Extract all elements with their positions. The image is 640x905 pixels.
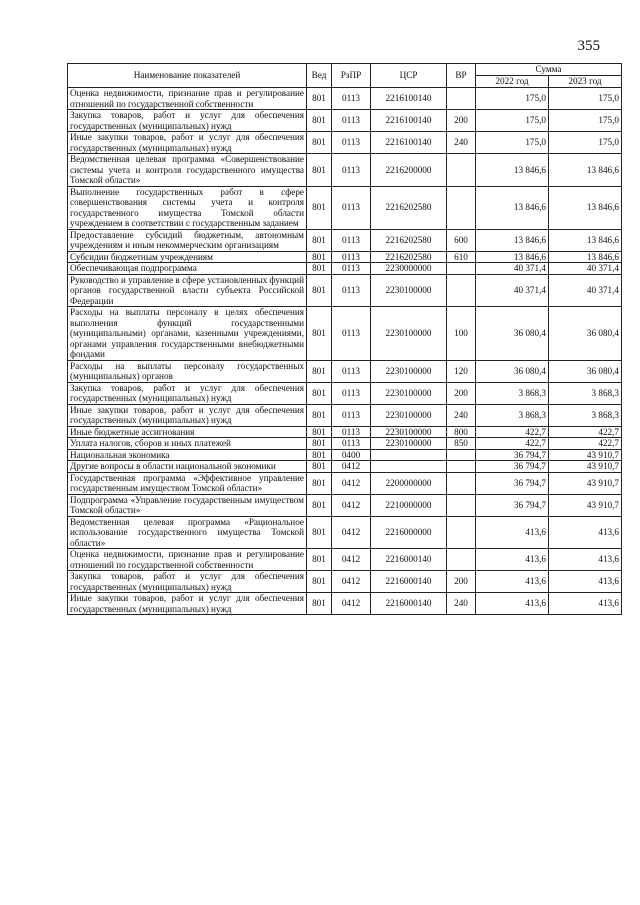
row-csr: 2230100000 (371, 274, 447, 307)
row-vr (447, 549, 476, 571)
row-csr (371, 449, 447, 461)
row-ved: 801 (307, 88, 332, 110)
row-rzpr: 0412 (332, 461, 371, 473)
row-ved: 801 (307, 251, 332, 263)
header-year-2022: 2022 год (476, 76, 549, 88)
row-ved: 801 (307, 186, 332, 229)
row-name: Закупка товаров, работ и услуг для обеспечения государственных (муниципальных) нужд (68, 382, 307, 404)
row-sum-2022: 175,0 (476, 110, 549, 132)
row-ved: 801 (307, 426, 332, 438)
row-rzpr: 0113 (332, 154, 371, 187)
row-sum-2023: 36 080,4 (549, 307, 622, 361)
row-ved: 801 (307, 593, 332, 615)
row-csr: 2230000000 (371, 263, 447, 275)
row-rzpr: 0113 (332, 274, 371, 307)
row-name: Оценка недвижимости, признание прав и регулирование отношений по государственной собственности (68, 549, 307, 571)
table-row (68, 593, 622, 615)
row-name: Иные бюджетные ассигнования (68, 426, 307, 438)
row-name: Расходы на выплаты персоналу в целях обеспечения выполнения функций государственными (муниципальными) органами, казенными учреждениями, органами управления государственными внебюджетными фондами (68, 307, 307, 361)
row-ved: 801 (307, 360, 332, 382)
table-row (68, 382, 622, 404)
row-sum-2022: 13 846,6 (476, 186, 549, 229)
table-row (68, 426, 622, 438)
row-sum-2022: 13 846,6 (476, 229, 549, 251)
header-vr: ВР (447, 64, 476, 88)
table-row (68, 494, 622, 516)
row-vr: 200 (447, 571, 476, 593)
row-vr (447, 494, 476, 516)
row-rzpr: 0113 (332, 438, 371, 450)
row-name: Уплата налогов, сборов и иных платежей (68, 438, 307, 450)
row-csr: 2216000140 (371, 593, 447, 615)
row-rzpr: 0412 (332, 571, 371, 593)
row-sum-2023: 40 371,4 (549, 263, 622, 275)
row-sum-2022: 36 794,7 (476, 461, 549, 473)
row-sum-2022: 422,7 (476, 426, 549, 438)
row-csr: 2230100000 (371, 426, 447, 438)
row-sum-2022: 13 846,6 (476, 154, 549, 187)
table-row (68, 461, 622, 473)
row-name: Обеспечивающая подпрограмма (68, 263, 307, 275)
row-vr (447, 449, 476, 461)
row-vr (447, 263, 476, 275)
header-sum: Сумма (476, 64, 622, 76)
row-rzpr: 0400 (332, 449, 371, 461)
row-csr: 2216200000 (371, 154, 447, 187)
page-number: 355 (577, 38, 600, 54)
table-row (68, 251, 622, 263)
row-sum-2023: 13 846,6 (549, 229, 622, 251)
row-vr: 240 (447, 132, 476, 154)
row-vr: 800 (447, 426, 476, 438)
header-ved: Вед (307, 64, 332, 88)
row-vr: 850 (447, 438, 476, 450)
row-ved: 801 (307, 461, 332, 473)
row-vr (447, 472, 476, 494)
row-sum-2023: 13 846,6 (549, 154, 622, 187)
row-csr: 2216100140 (371, 88, 447, 110)
table-row (68, 472, 622, 494)
row-sum-2023: 40 371,4 (549, 274, 622, 307)
row-sum-2023: 413,6 (549, 516, 622, 549)
table-row (68, 186, 622, 229)
row-name: Закупка товаров, работ и услуг для обеспечения государственных (муниципальных) нужд (68, 110, 307, 132)
header-year-2023: 2023 год (549, 76, 622, 88)
row-ved: 801 (307, 404, 332, 426)
row-sum-2023: 43 910,7 (549, 472, 622, 494)
row-rzpr: 0412 (332, 494, 371, 516)
row-sum-2022: 3 868,3 (476, 382, 549, 404)
row-ved: 801 (307, 549, 332, 571)
row-name: Расходы на выплаты персоналу государственных (муниципальных) органов (68, 360, 307, 382)
table-row (68, 404, 622, 426)
row-csr: 2216000140 (371, 549, 447, 571)
row-csr: 2216000140 (371, 571, 447, 593)
row-sum-2022: 36 794,7 (476, 472, 549, 494)
table-row (68, 307, 622, 361)
row-name: Другие вопросы в области национальной экономики (68, 461, 307, 473)
table-row (68, 449, 622, 461)
row-ved: 801 (307, 472, 332, 494)
row-rzpr: 0113 (332, 229, 371, 251)
row-sum-2023: 43 910,7 (549, 494, 622, 516)
row-vr: 240 (447, 593, 476, 615)
table-row (68, 549, 622, 571)
row-ved: 801 (307, 307, 332, 361)
row-sum-2022: 175,0 (476, 88, 549, 110)
row-vr (447, 516, 476, 549)
row-sum-2023: 413,6 (549, 571, 622, 593)
row-rzpr: 0113 (332, 88, 371, 110)
row-csr: 2216202580 (371, 186, 447, 229)
table-row (68, 438, 622, 450)
header-rzpr: РзПР (332, 64, 371, 88)
table-row (68, 360, 622, 382)
row-sum-2022: 36 794,7 (476, 494, 549, 516)
row-sum-2022: 36 794,7 (476, 449, 549, 461)
row-rzpr: 0113 (332, 426, 371, 438)
row-rzpr: 0113 (332, 110, 371, 132)
row-name: Ведомственная целевая программа «Рациональное использование государственного имущества Томской области» (68, 516, 307, 549)
row-sum-2022: 422,7 (476, 438, 549, 450)
row-name: Иные закупки товаров, работ и услуг для обеспечения государственных (муниципальных) нужд (68, 593, 307, 615)
table-row (68, 263, 622, 275)
row-sum-2022: 413,6 (476, 549, 549, 571)
row-vr: 200 (447, 110, 476, 132)
row-csr: 2230100000 (371, 404, 447, 426)
row-sum-2022: 175,0 (476, 132, 549, 154)
row-name: Закупка товаров, работ и услуг для обеспечения государственных (муниципальных) нужд (68, 571, 307, 593)
row-sum-2022: 413,6 (476, 593, 549, 615)
row-csr: 2230100000 (371, 360, 447, 382)
row-name: Субсидии бюджетным учреждениям (68, 251, 307, 263)
row-sum-2022: 40 371,4 (476, 263, 549, 275)
row-ved: 801 (307, 494, 332, 516)
row-rzpr: 0113 (332, 404, 371, 426)
row-csr: 2230100000 (371, 382, 447, 404)
row-rzpr: 0412 (332, 472, 371, 494)
row-csr: 2230100000 (371, 307, 447, 361)
row-rzpr: 0113 (332, 263, 371, 275)
row-sum-2022: 13 846,6 (476, 251, 549, 263)
header-csr: ЦСР (371, 64, 447, 88)
row-vr: 120 (447, 360, 476, 382)
row-vr (447, 154, 476, 187)
row-ved: 801 (307, 110, 332, 132)
table-row (68, 274, 622, 307)
budget-table (67, 63, 622, 615)
row-name: Предоставление субсидий бюджетным, автономным учреждениям и иным некоммерческим организациям (68, 229, 307, 251)
row-sum-2023: 13 846,6 (549, 251, 622, 263)
row-sum-2022: 36 080,4 (476, 360, 549, 382)
row-rzpr: 0113 (332, 186, 371, 229)
row-sum-2023: 43 910,7 (549, 449, 622, 461)
row-csr: 2216000000 (371, 516, 447, 549)
row-vr: 100 (447, 307, 476, 361)
row-sum-2022: 413,6 (476, 516, 549, 549)
row-csr: 2200000000 (371, 472, 447, 494)
row-sum-2023: 36 080,4 (549, 360, 622, 382)
row-name: Оценка недвижимости, признание прав и регулирование отношений по государственной собственности (68, 88, 307, 110)
row-sum-2022: 40 371,4 (476, 274, 549, 307)
table-body (68, 88, 622, 615)
row-rzpr: 0412 (332, 593, 371, 615)
row-name: Иные закупки товаров, работ и услуг для обеспечения государственных (муниципальных) нужд (68, 404, 307, 426)
table-row (68, 571, 622, 593)
row-csr: 2230100000 (371, 438, 447, 450)
row-ved: 801 (307, 382, 332, 404)
row-csr: 2216202580 (371, 229, 447, 251)
row-sum-2023: 413,6 (549, 549, 622, 571)
row-sum-2023: 43 910,7 (549, 461, 622, 473)
row-name: Выполнение государственных работ в сфере совершенствования системы учета и контроля государственного имущества Томской области учреждением в соответствии с государственным заданием (68, 186, 307, 229)
row-sum-2023: 3 868,3 (549, 404, 622, 426)
row-csr: 2216100140 (371, 110, 447, 132)
row-vr (447, 186, 476, 229)
row-vr (447, 461, 476, 473)
table-row (68, 132, 622, 154)
table-row (68, 229, 622, 251)
header-name: Наименование показателей (68, 64, 307, 88)
row-rzpr: 0113 (332, 307, 371, 361)
row-csr (371, 461, 447, 473)
row-name: Руководство и управление в сфере установленных функций органов государственной власти субъекта Российской Федерации (68, 274, 307, 307)
row-sum-2023: 175,0 (549, 88, 622, 110)
row-rzpr: 0412 (332, 516, 371, 549)
row-sum-2022: 3 868,3 (476, 404, 549, 426)
table-row (68, 516, 622, 549)
row-vr (447, 274, 476, 307)
table-row (68, 88, 622, 110)
row-rzpr: 0113 (332, 382, 371, 404)
row-rzpr: 0113 (332, 251, 371, 263)
row-name: Национальная экономика (68, 449, 307, 461)
row-name: Иные закупки товаров, работ и услуг для обеспечения государственных (муниципальных) нужд (68, 132, 307, 154)
row-sum-2023: 422,7 (549, 426, 622, 438)
row-csr: 2216100140 (371, 132, 447, 154)
row-ved: 801 (307, 154, 332, 187)
row-ved: 801 (307, 132, 332, 154)
row-ved: 801 (307, 438, 332, 450)
row-sum-2022: 36 080,4 (476, 307, 549, 361)
row-vr: 600 (447, 229, 476, 251)
row-ved: 801 (307, 516, 332, 549)
row-sum-2022: 413,6 (476, 571, 549, 593)
row-rzpr: 0412 (332, 549, 371, 571)
row-rzpr: 0113 (332, 360, 371, 382)
row-name: Подпрограмма «Управление государственным имуществом Томской области» (68, 494, 307, 516)
row-csr: 2216202580 (371, 251, 447, 263)
row-sum-2023: 413,6 (549, 593, 622, 615)
row-vr: 240 (447, 404, 476, 426)
row-vr (447, 88, 476, 110)
row-ved: 801 (307, 263, 332, 275)
row-csr: 2210000000 (371, 494, 447, 516)
table-row (68, 154, 622, 187)
row-sum-2023: 3 868,3 (549, 382, 622, 404)
row-ved: 801 (307, 274, 332, 307)
row-rzpr: 0113 (332, 132, 371, 154)
row-sum-2023: 175,0 (549, 132, 622, 154)
row-name: Государственная программа «Эффективное управление государственным имуществом Томской области» (68, 472, 307, 494)
table-row (68, 110, 622, 132)
row-sum-2023: 175,0 (549, 110, 622, 132)
row-vr: 610 (447, 251, 476, 263)
row-vr: 200 (447, 382, 476, 404)
row-name: Ведомственная целевая программа «Совершенствование системы учета и контроля государственного имущества Томской области» (68, 154, 307, 187)
row-sum-2023: 422,7 (549, 438, 622, 450)
row-ved: 801 (307, 571, 332, 593)
row-ved: 801 (307, 229, 332, 251)
row-sum-2023: 13 846,6 (549, 186, 622, 229)
row-ved: 801 (307, 449, 332, 461)
